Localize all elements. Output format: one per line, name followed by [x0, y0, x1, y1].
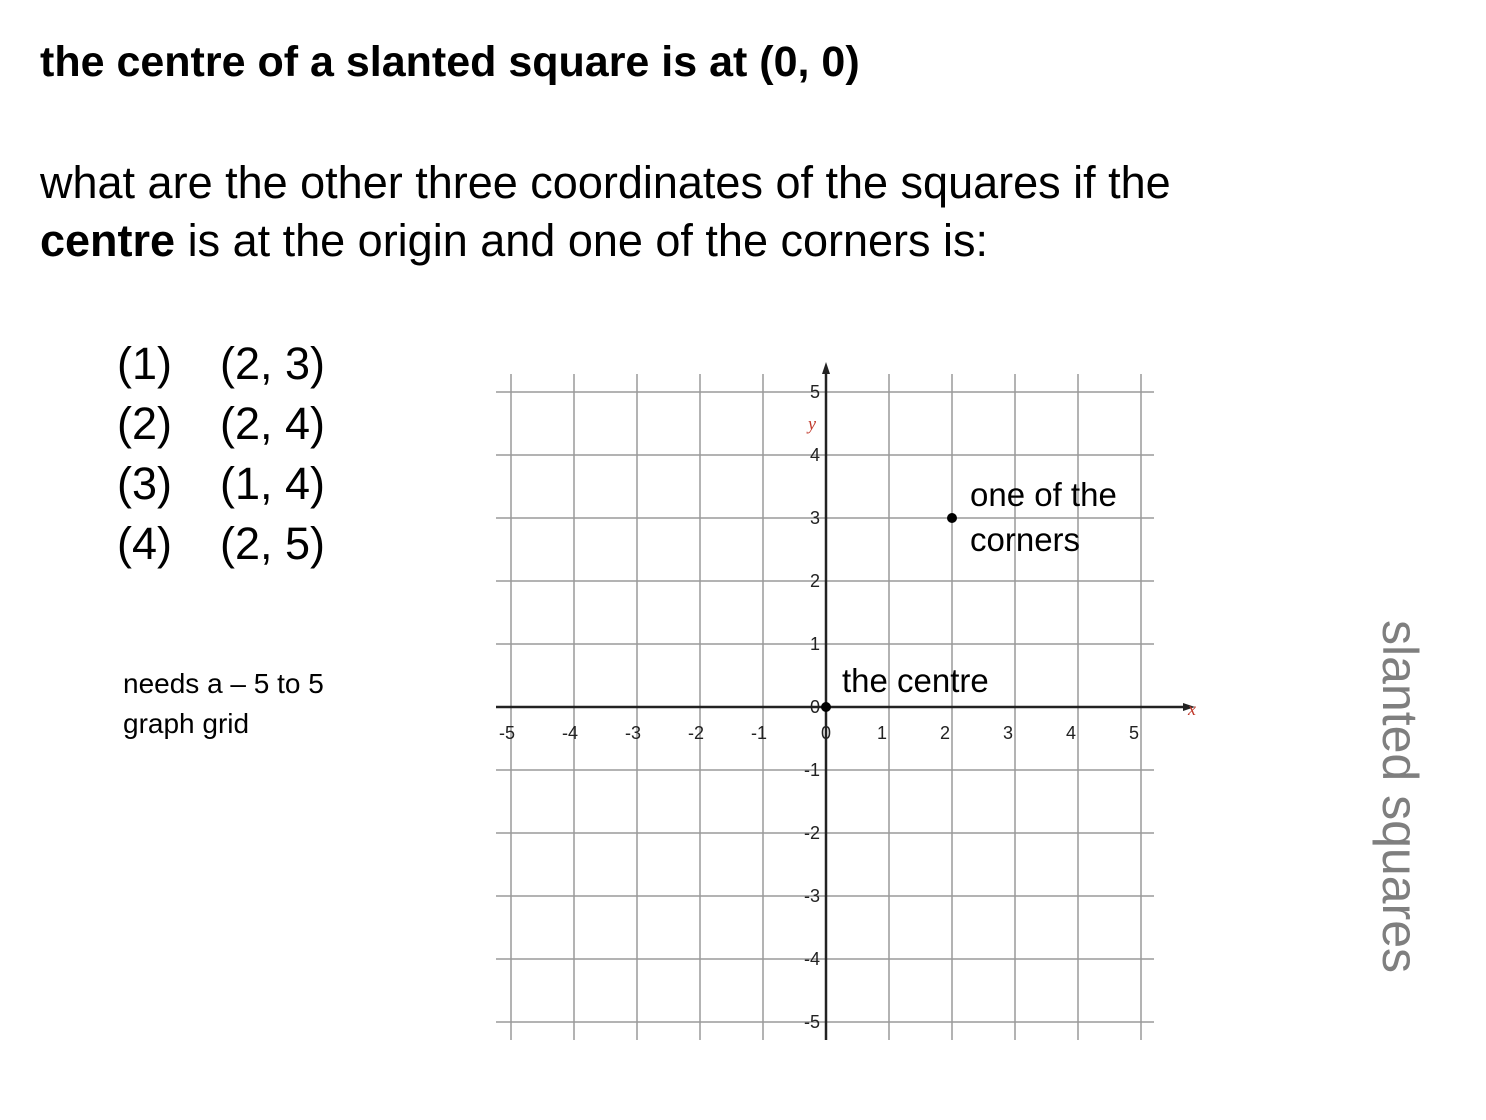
question-line-1: what are the other three coordinates of the squares if the: [40, 157, 1171, 208]
centre-point: [821, 702, 831, 712]
item-coordinate: (2, 3): [220, 338, 326, 389]
plotted-points: [821, 476, 1117, 712]
x-tick-label: -2: [688, 723, 705, 743]
y-tick-label: 0: [809, 697, 820, 717]
item-number: (1): [117, 338, 172, 389]
y-axis-arrow: [822, 362, 830, 374]
centre-label: the centre: [842, 662, 989, 699]
note-line-2: graph grid: [123, 708, 250, 739]
x-tick-label: 3: [1003, 723, 1014, 743]
item-number: (3): [117, 458, 172, 509]
item-coordinate: (2, 5): [220, 518, 326, 569]
y-tick-label: 2: [809, 571, 820, 591]
x-tick-label: -4: [562, 723, 579, 743]
y-tick-label: -4: [803, 949, 820, 969]
x-tick-label: -5: [499, 723, 516, 743]
y-tick-label: 4: [809, 445, 820, 465]
corner-label-line-2: corners: [970, 521, 1081, 558]
y-axis-label: y: [808, 413, 816, 434]
page-title: the centre of a slanted square is at (0, 0): [40, 38, 860, 86]
x-axis-label: x: [1188, 699, 1196, 719]
item-number: (2): [117, 398, 172, 449]
item-coordinate: (1, 4): [220, 458, 326, 509]
corner-point: [947, 513, 957, 523]
question-bold-word: centre: [40, 215, 176, 266]
y-tick-label: 5: [809, 382, 820, 402]
y-tick-label: -2: [803, 823, 820, 843]
x-tick-label: -1: [751, 723, 768, 743]
y-tick-label: 3: [809, 508, 820, 528]
y-tick-label: -5: [803, 1012, 820, 1032]
question-line-2-rest: is at the origin and one of the corners is:: [175, 215, 989, 266]
corner-label-line-1: one of the: [970, 476, 1117, 513]
y-tick-label: -3: [803, 886, 820, 906]
x-tick-label: 0: [820, 723, 832, 743]
x-tick-label: 5: [1129, 723, 1140, 743]
x-tick-label: 4: [1066, 723, 1077, 743]
item-coordinate: (2, 4): [220, 398, 326, 449]
x-tick-label: 2: [940, 723, 951, 743]
x-tick-label: 1: [877, 723, 888, 743]
note-line-1: needs a – 5 to 5: [123, 668, 324, 699]
x-tick-label: -3: [625, 723, 642, 743]
axes: [496, 362, 1196, 1040]
item-number: (4): [117, 518, 172, 569]
y-tick-label: 1: [809, 634, 820, 654]
y-tick-label: -1: [803, 760, 820, 780]
side-title: slanted squares: [1372, 620, 1428, 974]
